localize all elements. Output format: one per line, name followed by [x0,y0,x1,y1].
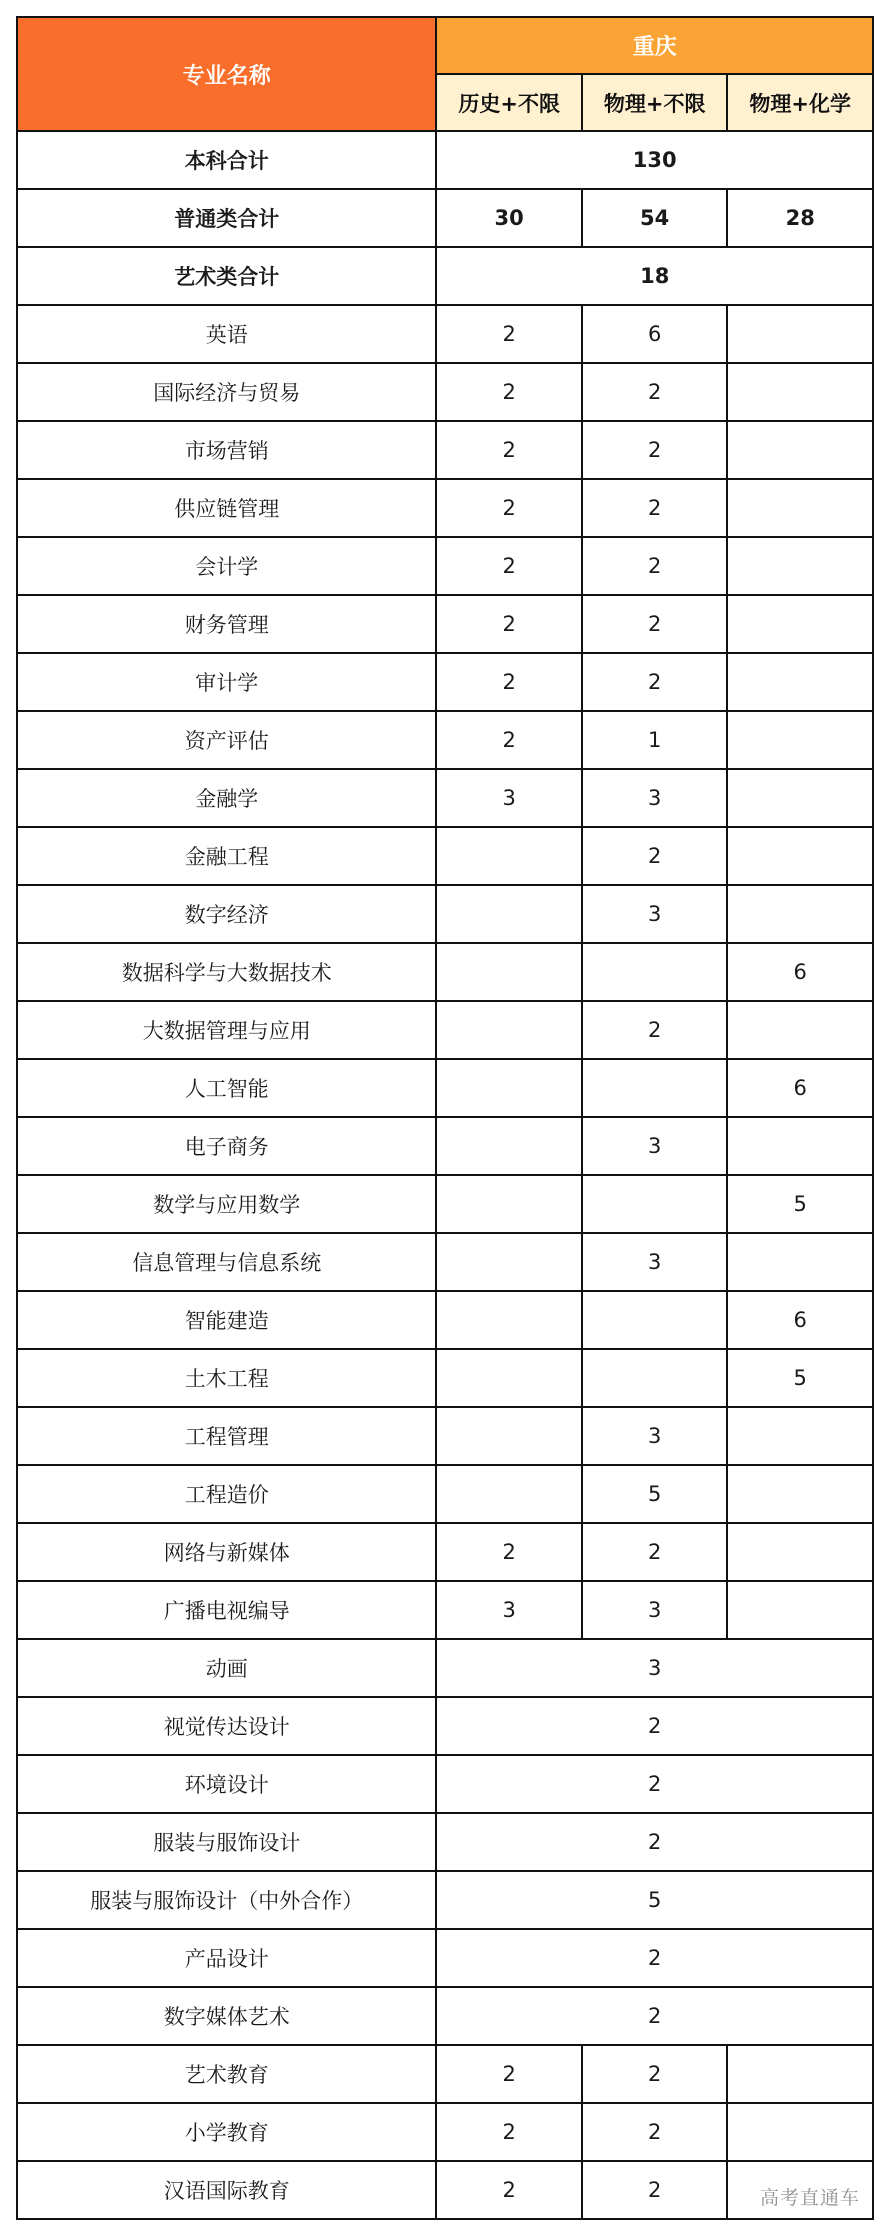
major-name-cell: 人工智能 [17,1059,436,1117]
count-cell: 30 [436,189,582,247]
major-name-cell: 艺术教育 [17,2045,436,2103]
count-cell [582,1175,728,1233]
table-row [17,1233,873,1291]
count-cell: 54 [582,189,728,247]
count-cell [727,1581,873,1639]
table-row [17,943,873,1001]
count-cell: 2 [436,711,582,769]
table-body [17,131,873,2219]
count-cell: 5 [582,1465,728,1523]
table-row [17,363,873,421]
count-cell: 2 [582,653,728,711]
table-row [17,2103,873,2161]
count-cell [436,1175,582,1233]
count-cell: 3 [582,769,728,827]
count-cell: 3 [582,1117,728,1175]
merged-count-cell: 2 [436,1929,873,1987]
count-cell [727,653,873,711]
major-name-cell: 艺术类合计 [17,247,436,305]
count-cell [727,2103,873,2161]
table-row [17,1407,873,1465]
count-cell [727,479,873,537]
major-name-cell: 供应链管理 [17,479,436,537]
major-name-cell: 会计学 [17,537,436,595]
count-cell: 2 [436,479,582,537]
table-row [17,2161,873,2219]
merged-count-cell: 2 [436,1755,873,1813]
count-cell: 1 [582,711,728,769]
table-row [17,1523,873,1581]
table-row [17,421,873,479]
table-row [17,1871,873,1929]
count-cell: 2 [436,305,582,363]
summary-row [17,247,873,305]
count-cell: 2 [582,2103,728,2161]
count-cell: 3 [436,1581,582,1639]
table-row [17,1581,873,1639]
count-cell [436,1291,582,1349]
table-row [17,305,873,363]
count-cell: 2 [582,827,728,885]
merged-count-cell: 130 [436,131,873,189]
major-name-cell: 视觉传达设计 [17,1697,436,1755]
count-cell [436,1117,582,1175]
table-row [17,1001,873,1059]
subject-header: 物理+不限 [582,74,728,131]
count-cell [727,769,873,827]
major-name-cell: 数学与应用数学 [17,1175,436,1233]
table-row [17,1349,873,1407]
major-name-cell: 小学教育 [17,2103,436,2161]
count-cell: 2 [582,363,728,421]
major-name-cell: 信息管理与信息系统 [17,1233,436,1291]
subject-header: 物理+化学 [727,74,873,131]
count-cell [727,1407,873,1465]
table-row [17,1697,873,1755]
table-row [17,595,873,653]
count-cell: 2 [582,1523,728,1581]
table-row [17,1059,873,1117]
count-cell: 3 [582,1233,728,1291]
major-name-cell: 网络与新媒体 [17,1523,436,1581]
merged-count-cell: 5 [436,1871,873,1929]
count-cell [727,537,873,595]
count-cell [582,1059,728,1117]
count-cell [436,885,582,943]
count-cell [582,943,728,1001]
count-cell: 2 [436,2103,582,2161]
count-cell [727,1233,873,1291]
count-cell: 2 [436,421,582,479]
table-row [17,1291,873,1349]
count-cell [582,1349,728,1407]
count-cell [582,1291,728,1349]
table-row [17,769,873,827]
count-cell: 2 [582,479,728,537]
summary-row [17,131,873,189]
region-header: 重庆 [436,17,873,74]
table-row [17,1929,873,1987]
count-cell: 2 [436,363,582,421]
count-cell: 2 [436,2161,582,2219]
major-name-cell: 金融工程 [17,827,436,885]
count-cell [727,827,873,885]
major-name-cell: 土木工程 [17,1349,436,1407]
subject-header: 历史+不限 [436,74,582,131]
major-name-cell: 财务管理 [17,595,436,653]
table-row [17,711,873,769]
table-row [17,479,873,537]
count-cell [727,1523,873,1581]
table-row [17,537,873,595]
major-name-cell: 国际经济与贸易 [17,363,436,421]
major-name-cell: 广播电视编导 [17,1581,436,1639]
count-cell [727,305,873,363]
merged-count-cell: 2 [436,1987,873,2045]
merged-count-cell: 18 [436,247,873,305]
major-name-cell: 本科合计 [17,131,436,189]
major-name-cell: 电子商务 [17,1117,436,1175]
watermark-text: 高考直通车 [759,2187,860,2209]
major-name-cell: 动画 [17,1639,436,1697]
count-cell [436,827,582,885]
count-cell: 2 [582,537,728,595]
table-row [17,885,873,943]
count-cell: 3 [582,885,728,943]
major-name-cell: 大数据管理与应用 [17,1001,436,1059]
major-name-cell: 市场营销 [17,421,436,479]
count-cell [727,1117,873,1175]
count-cell: 5 [727,1349,873,1407]
count-cell [727,1465,873,1523]
major-name-cell: 产品设计 [17,1929,436,1987]
count-cell [436,1059,582,1117]
merged-count-cell: 2 [436,1697,873,1755]
count-cell: 2 [436,653,582,711]
major-name-cell: 汉语国际教育 [17,2161,436,2219]
count-cell: 5 [727,1175,873,1233]
table-row [17,1639,873,1697]
major-name-cell: 工程造价 [17,1465,436,1523]
major-name-cell: 服装与服饰设计 [17,1813,436,1871]
major-name-cell: 环境设计 [17,1755,436,1813]
table-row [17,1117,873,1175]
major-name-cell: 审计学 [17,653,436,711]
count-cell [436,1349,582,1407]
major-name-cell: 工程管理 [17,1407,436,1465]
count-cell: 3 [436,769,582,827]
count-cell [436,1407,582,1465]
major-name-cell: 智能建造 [17,1291,436,1349]
count-cell: 3 [582,1581,728,1639]
table-row [17,2045,873,2103]
major-name-cell: 数字经济 [17,885,436,943]
major-name-cell: 数字媒体艺术 [17,1987,436,2045]
major-name-cell: 英语 [17,305,436,363]
count-cell [727,885,873,943]
count-cell: 2 [436,537,582,595]
count-cell [436,1001,582,1059]
major-name-header: 专业名称 [17,17,436,131]
table-row [17,1175,873,1233]
major-name-cell: 金融学 [17,769,436,827]
merged-count-cell: 3 [436,1639,873,1697]
count-cell: 6 [582,305,728,363]
major-name-cell: 数据科学与大数据技术 [17,943,436,1001]
count-cell: 2 [582,1001,728,1059]
summary-row [17,189,873,247]
count-cell: 6 [727,1291,873,1349]
count-cell [436,1233,582,1291]
count-cell: 28 [727,189,873,247]
count-cell: 2 [436,2045,582,2103]
major-name-cell: 服装与服饰设计（中外合作） [17,1871,436,1929]
table-row [17,1987,873,2045]
count-cell: 2 [436,595,582,653]
count-cell: 2 [582,2045,728,2103]
count-cell [727,363,873,421]
count-cell [727,711,873,769]
count-cell: 2 [582,2161,728,2219]
count-cell [727,1001,873,1059]
count-cell [727,2045,873,2103]
count-cell: 6 [727,1059,873,1117]
count-cell: 2 [582,595,728,653]
table-row [17,1755,873,1813]
major-name-cell: 资产评估 [17,711,436,769]
merged-count-cell: 2 [436,1813,873,1871]
count-cell [436,943,582,1001]
table-row [17,1813,873,1871]
count-cell [727,595,873,653]
count-cell: 2 [436,1523,582,1581]
major-name-cell: 普通类合计 [17,189,436,247]
table-row [17,653,873,711]
table-row [17,1465,873,1523]
count-cell [436,1465,582,1523]
enrollment-plan-table [16,16,874,2220]
table-row [17,827,873,885]
count-cell [727,421,873,479]
count-cell: 2 [582,421,728,479]
count-cell: 6 [727,943,873,1001]
count-cell: 3 [582,1407,728,1465]
